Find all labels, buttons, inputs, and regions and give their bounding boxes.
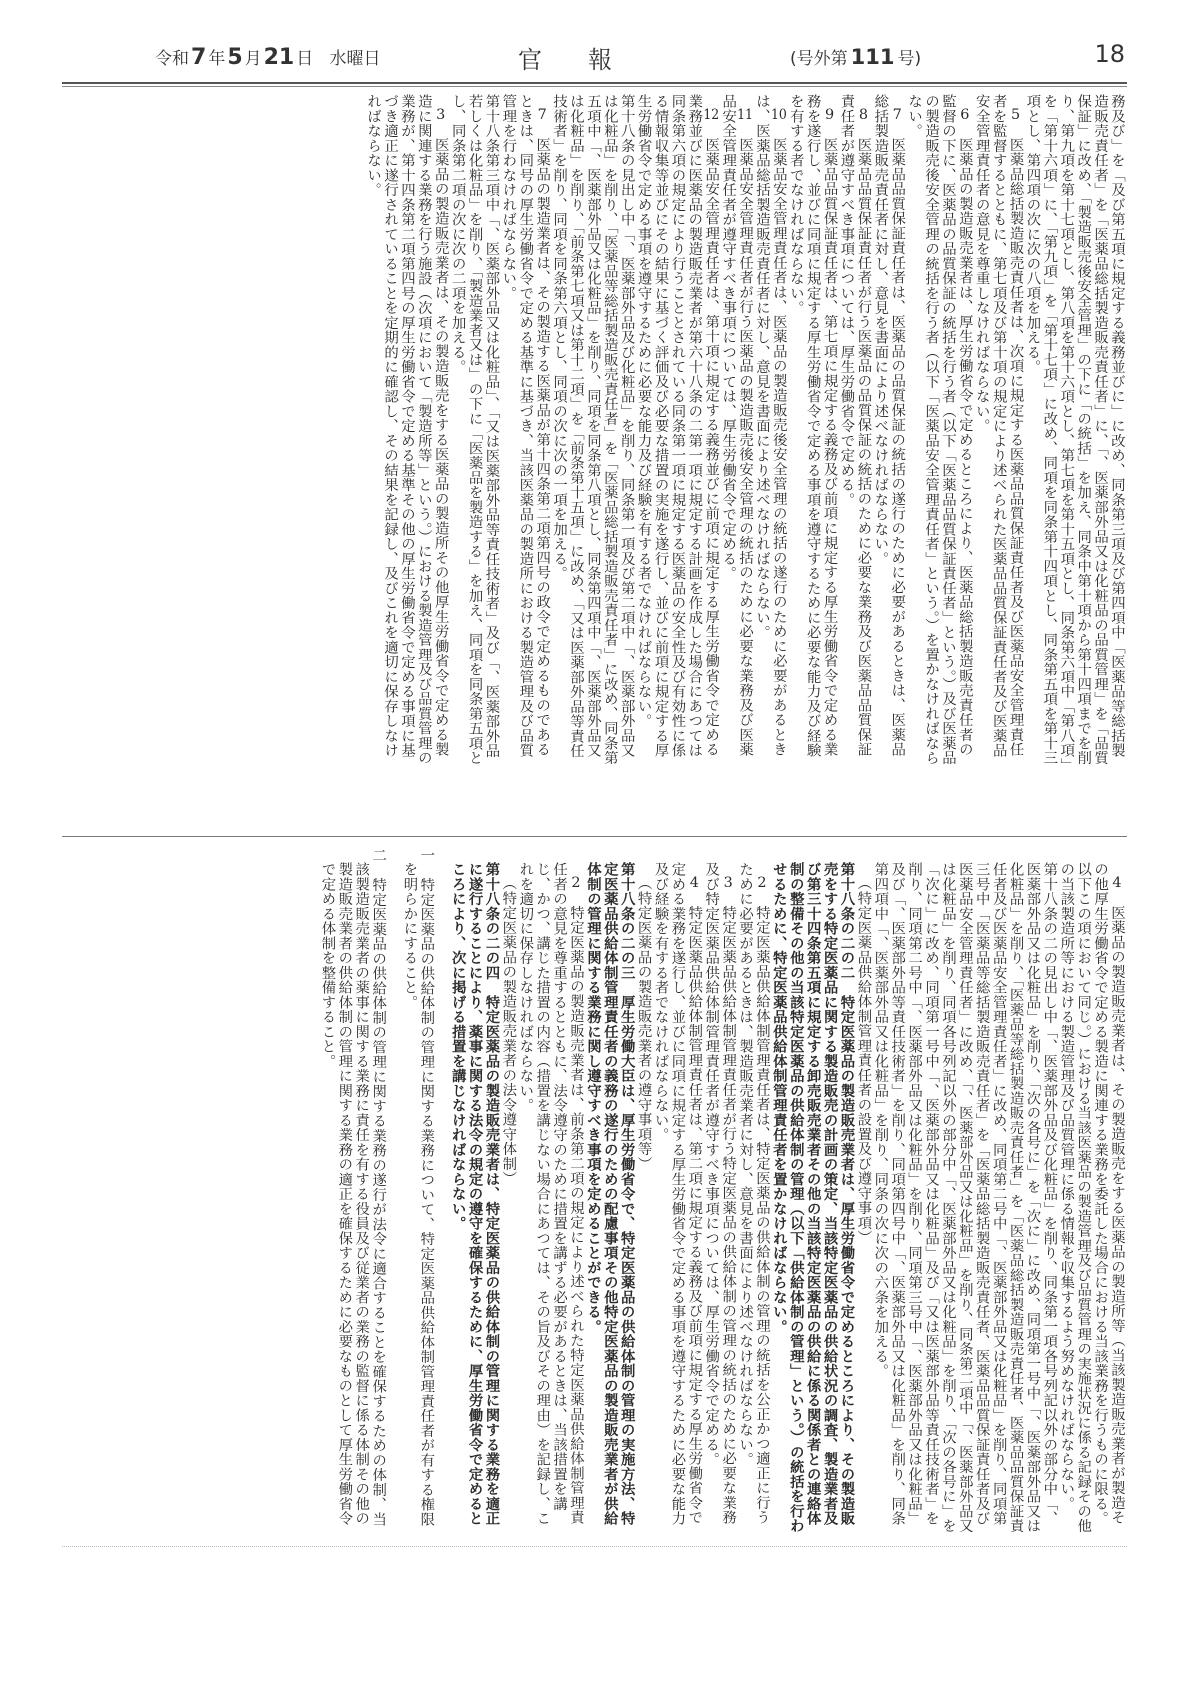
paragraph-text: 特定医薬品の製造販売業者は、厚生労働省令で定めるところにより、その製造販売をする特定医薬品に関する製造販売の計画の策定、当該特定医薬品の供給状況の調査、製造業者及び第三十四条第五項に規定する卸売販売業者その他の当該特定医薬品の供給に係る関係者との連絡体制の整備その他の当該特定医薬品の供給体制の管理（以下「供給体制の管理」という。）の統括を行わせるために、特定医薬品供給体制管理責任者を置かなければならない。 — [770, 862, 855, 1534]
paragraph-text: 第十八条の見出し中「、医薬部外品及び化粧品」を削り、同条第一項及び第二項中「、医薬部外品又は化粧品」を削り、「医薬品等総括製造販売責任者」を「医薬品総括製造販売責任者」に改め、同条第五項中「、医薬部外品又は化粧品」を削り、同項を同条第八項とし、同条第四項中「、医薬部外品又は化粧品」を削り、「前条第七項又は第十二項」を「前条第十五項」に改め、「又は医薬部外品等責任技術者」を削り、同項を同条第六項とし、同項の次に次の一項を加える。 — [551, 94, 635, 766]
paragraph — [905, 94, 973, 770]
month-unit: 月 — [244, 49, 262, 69]
issue-prefix: (号外第 — [790, 49, 848, 69]
paragraph-number: 7 — [537, 108, 547, 123]
paragraph — [973, 94, 1024, 770]
paragraph-text: 特定医薬品の製造販売業者は、特定医薬品の供給体制の管理に関する業務を適正に遂行することにより、薬事に関する法令の規定の遵守を確保するために、厚生労働省令で定めるところにより、次に掲げる措置を講じなければならない。 — [449, 862, 500, 1526]
paragraph — [871, 94, 905, 770]
paragraph — [702, 862, 736, 1538]
paragraph-text: 医薬品総括製造販売責任者は、次項に規定する医薬品品質保証責任者及び医薬品安全管理責任者を監督するとともに、第七項及び第十項の規定により述べられた医薬品品質保証責任者及び医薬品安全管理責任者の意見を尊重しなければならない。 — [973, 94, 1024, 758]
paragraph — [753, 94, 787, 770]
paragraph-text: 医薬品の製造販売業者は、厚生労働省令で定めるところにより、医薬品総括製造販売責任者の監督の下に、医薬品の品質保証の統括を行う者（以下「医薬品品質保証責任者」という。）及び医薬品の製造販売後安全管理の統括を行う者（以下「医薬品安全管理責任者」という。）を置かなければならない。 — [906, 94, 973, 766]
paragraph-text: 特定医薬品の供給体制の管理に関する業務について、特定医薬品供給体制管理責任者が有する権限を明らかにすること。 — [401, 862, 435, 1527]
paragraph-text: 第十八条第三項中「、医薬部外品又は化粧品」、「又は医薬部外品等責任技術者」及び「、医薬部外品若しくは化粧品」を削り、「製造業者又は」の下に「医薬品を製造する」を加え、同項を同条第五項とし、同条第二項の次に次の二項を加える。 — [449, 94, 500, 766]
paragraph-number: 二 — [370, 847, 387, 863]
issue-number-value: 111 — [850, 45, 895, 69]
day-unit: 日 — [296, 49, 314, 69]
lower-text-block — [62, 847, 1125, 1538]
paragraph-text: 特定医薬品供給体制管理責任者が行う特定医薬品の供給体制の管理の統括のために必要な業務及び特定医薬品供給体制管理責任者が遵守すべき事項については、厚生労働省令で定める。 — [703, 862, 737, 1526]
paragraph-text: 特定医薬品供給体制管理責任者は、第二項に規定する義務及び前項に規定する厚生労働省令で定める業務を遂行し、並びに同項に規定する厚生労働省令で定める事項を遵守するために必要な能力及び経験を有する者でなければならない。 — [652, 862, 703, 1526]
paragraph — [1024, 94, 1125, 770]
issue-date — [155, 44, 380, 70]
article-paragraph — [449, 862, 500, 1538]
paragraph-text: 医薬品安全管理責任者は、医薬品の製造販売後安全管理の統括の遂行のために必要があるときは、医薬品総括製造販売責任者に対し、意見を書面により述べなければならない。 — [753, 94, 787, 758]
header-rule — [62, 82, 1127, 87]
article-caption — [499, 862, 516, 1538]
paragraph — [652, 862, 703, 1538]
paragraph-text: 特定医薬品の供給体制の管理に関する業務の遂行が法令に適合することを確保するための体制、当該製造販売業者の薬事に関する業務に責任を有する役員及び従業者の業務の監督に係る体制その他の製造販売業者の供給体制の管理に関する業務の適正を確保するために必要なものとして厚生労働省令で定める体制を整備すること。 — [319, 862, 387, 1527]
paragraph-text: 務及び」を「及び第五項に規定する義務並びに」に改め、同条第三項及び第四項中「医薬品等総括製造販売責任者」を「医薬品総括製造販売責任者」に、「、医薬部外品又は化粧品の品質管理」を「品質保証」に改め、「製造販売後安全管理」の下に「の統括」を加え、同条中第十項から第十四項までを削り、第九項を第十七項とし、第八項を第十六項とし、第七項を第十五項とし、同条第六項中「第八項」を「第十六項」に、「第九項」を「第十七項」に改め、同項を同条第十四項とし、同条第五項を第十三項とし、第四項の次に次の八項を加える。 — [1024, 94, 1125, 766]
paragraph-number: 10 — [770, 108, 787, 123]
paragraph-number: 2 — [571, 876, 581, 891]
paragraph-number: 2 — [757, 876, 767, 891]
paragraph-number: 一 — [418, 847, 435, 863]
section-divider — [62, 836, 1127, 837]
paragraph — [550, 94, 635, 770]
footer-rule — [62, 1546, 1127, 1547]
paragraph-number: 5 — [1010, 108, 1021, 123]
paragraph — [499, 94, 550, 770]
paragraph-number: 12 — [703, 108, 720, 123]
paragraph — [787, 94, 838, 770]
article-number: 第十八条の二の二 — [838, 862, 855, 980]
article-number: 第十八条の二の四 — [483, 862, 500, 980]
month: 5 — [227, 45, 243, 70]
paragraph-text: 医薬品品質保証責任者は、医薬品の品質保証の統括の遂行のために必要があるときは、医薬品総括製造販売責任者に対し、意見を書面により述べなければならない。 — [872, 94, 906, 758]
page-header — [50, 38, 1125, 78]
paragraph-text: 厚生労働大臣は、厚生労働省令で、特定医薬品の供給体制の管理の実施方法、特定医薬品供給体制管理責任者の義務の遂行のための配慮事項その他特定医薬品の製造販売業者が供給体制の管理に関する業務に関し遵守すべき事項を定めることができる。 — [584, 862, 635, 1526]
paragraph — [719, 94, 753, 770]
paragraph-text: 医薬品品質保証責任者が行う医薬品の品質保証の統括のために必要な業務及び医薬品品質保証責任者が遵守すべき事項については、厚生労働省令で定める。 — [838, 94, 872, 758]
issue-suffix: 号) — [897, 49, 922, 69]
paragraph-number: 4 — [689, 876, 699, 891]
paragraph-number: 6 — [960, 108, 970, 123]
paragraph — [1057, 862, 1125, 1538]
paragraph-number: 3 — [436, 108, 446, 123]
paragraph-text: 第十八条の二の見出し中「、医薬部外品及び化粧品」を削り、同条第一項各号列記以外の部分中「、医薬部外品又は化粧品」を削り、「次の各号に」を「次に」に改め、同項第一号中「、医薬部外品又は化粧品」を削り、「医薬品等総括製造販売責任者」を「医薬品総括製造販売責任者、医薬品品質保証責任者及び医薬品安全管理責任者」に改め、同項第二号中「、医薬部外品又は化粧品」を削り、同項第三号中「医薬品等総括製造販売責任者」を「医薬品総括製造販売責任者、医薬品品質保証責任者及び医薬品安全管理責任者」に改め、「、医薬部外品又は化粧品」を削り、同条第二項中「、医薬部外品又は化粧品」を削り、同項各号列記以外の部分中「、医薬部外品又は化粧品」を削り、「次の各号に」を「次に」に改め、同項第一号中「、医薬部外品又は化粧品」及び「又は医薬部外品等責任技術者」を削り、同項第二号中「、医薬部外品又は化粧品」を削り、同項第三号中「、医薬部外品又は化粧品」及び「、医薬部外品等責任技術者」を削り、同項第四号中「、医薬部外品又は化粧品」を削り、同条第四項中「、医薬部外品又は化粧品」を削り、同条の次に次の六条を加える。 — [872, 862, 1058, 1534]
paragraph — [838, 94, 872, 770]
paragraph-text: 医薬品安全管理責任者は、第十項に規定する義務並びに前項に規定する厚生労働省令で定める業務並びに医薬品の製造販売業者が第六十八条の二第一項に規定する計画を作成した場合にあつては同条第六項の規定により行うこととされている同条第一項に規定する医薬品の安全性及び有効性に係る情報収集等並びにその結果に基づく評価及び必要な措置の実施を遂行し、並びに前項に規定する厚生労働省令で定める事項を遵守するために必要な能力及び経験を有する者でなければならない。 — [635, 94, 720, 758]
weekday: 水曜日 — [329, 49, 381, 69]
paragraph-number: 3 — [723, 876, 733, 891]
paragraph-text: 特定医薬品の製造販売業者は、前条第二項の規定により述べられた特定医薬品供給体制管理責任者の意見を尊重するとともに、法令遵守のために措置を講ずる必要があるときは、当該措置を講じ、かつ、講じた措置の内容（措置を講じない場合にあつては、その旨及びその理由）を記録し、これを適切に保存しなければならない。 — [517, 862, 584, 1526]
paragraph-text: 特定医薬品供給体制管理責任者は、特定医薬品の供給体制の管理の統括を公正かつ適正に行うために必要があるときは、製造販売業者に対し、意見を書面により述べなければならない。 — [737, 862, 770, 1526]
paragraph-text: 医薬品安全管理責任者が行う医薬品の製造販売後安全管理の統括のために必要な業務及び医薬品安全管理責任者が遵守すべき事項については、厚生労働省令で定める。 — [720, 94, 754, 758]
issue-number — [790, 44, 921, 69]
paragraph-text: 医薬品品質保証責任者は、第七項に規定する義務及び前項に規定する厚生労働省令で定める業務を遂行し、並びに同項に規定する厚生労働省令で定める事項を遵守するために必要な能力及び経験を有する者でなければならない。 — [787, 94, 838, 758]
paragraph-text: 医薬品の製造販売業者は、その製造販売をする医薬品の製造所その他厚生労働省令で定める製造に関連する業務を行う施設（次項において「製造所等」という。）における製造管理及び品質管理の業務が、第十四条第二項第四号の厚生労働省令で定める基準その他の厚生労働省令で定める事項に基づき適正に遂行されていることを定期的に確認し、その結果を記録し、及びこれを適切に保存しなければならない。 — [365, 94, 449, 766]
article-number: 第十八条の二の三 — [618, 862, 635, 980]
year: 7 — [191, 45, 207, 70]
publication-title: 官報 — [518, 46, 658, 74]
paragraph-text: 医薬品の製造販売業者は、その製造販売をする医薬品の製造所等（当該製造販売業者が製造その他厚生労働省令で定める製造に関連する業務を委託した場合における当該業務を行うものに限る。以下この項において同じ。）における当該医薬品の製造管理及び品質管理の実施状況に係る記録その他の当該製造所等における製造管理及び品質管理に係る情報を収集するよう努めなければならない。 — [1058, 862, 1125, 1534]
list-item — [319, 847, 401, 1538]
paragraph-text: 医薬品の製造業者は、その製造する医薬品が第十四条第二項第四号の政令で定めるものであるときは、同号の厚生労働省令で定める基準に基づき、当該医薬品の製造所における製造管理及び品質管理を行わなければならない。 — [500, 94, 551, 758]
paragraph-text: （特定医薬品供給体制管理責任者の設置及び遵守事項） — [855, 876, 872, 1246]
paragraph-number: 11 — [737, 108, 753, 123]
paragraph-number: 8 — [858, 108, 868, 123]
paragraph — [449, 94, 500, 770]
paragraph-number: 7 — [892, 108, 902, 123]
day: 21 — [263, 45, 295, 70]
article-caption — [635, 862, 652, 1538]
page-number: 18 — [1094, 40, 1125, 68]
article-paragraph — [770, 862, 855, 1538]
paragraph — [871, 862, 1057, 1538]
paragraph-text: （特定医薬品の製造販売業者の法令遵守体制） — [500, 876, 517, 1187]
list-item — [401, 847, 449, 1538]
paragraph — [364, 94, 449, 770]
paragraph — [635, 94, 720, 770]
paragraph-text: （特定医薬品の製造販売業者の遵守事項等） — [635, 876, 652, 1172]
era: 令和 — [155, 49, 189, 69]
year-unit: 年 — [208, 49, 226, 69]
paragraph-number: 4 — [1112, 876, 1122, 891]
upper-text-block — [62, 94, 1125, 770]
article-caption — [855, 862, 872, 1538]
paragraph — [516, 862, 584, 1538]
paragraph-number: 9 — [825, 108, 835, 123]
paragraph — [736, 862, 770, 1538]
article-paragraph — [584, 862, 635, 1538]
